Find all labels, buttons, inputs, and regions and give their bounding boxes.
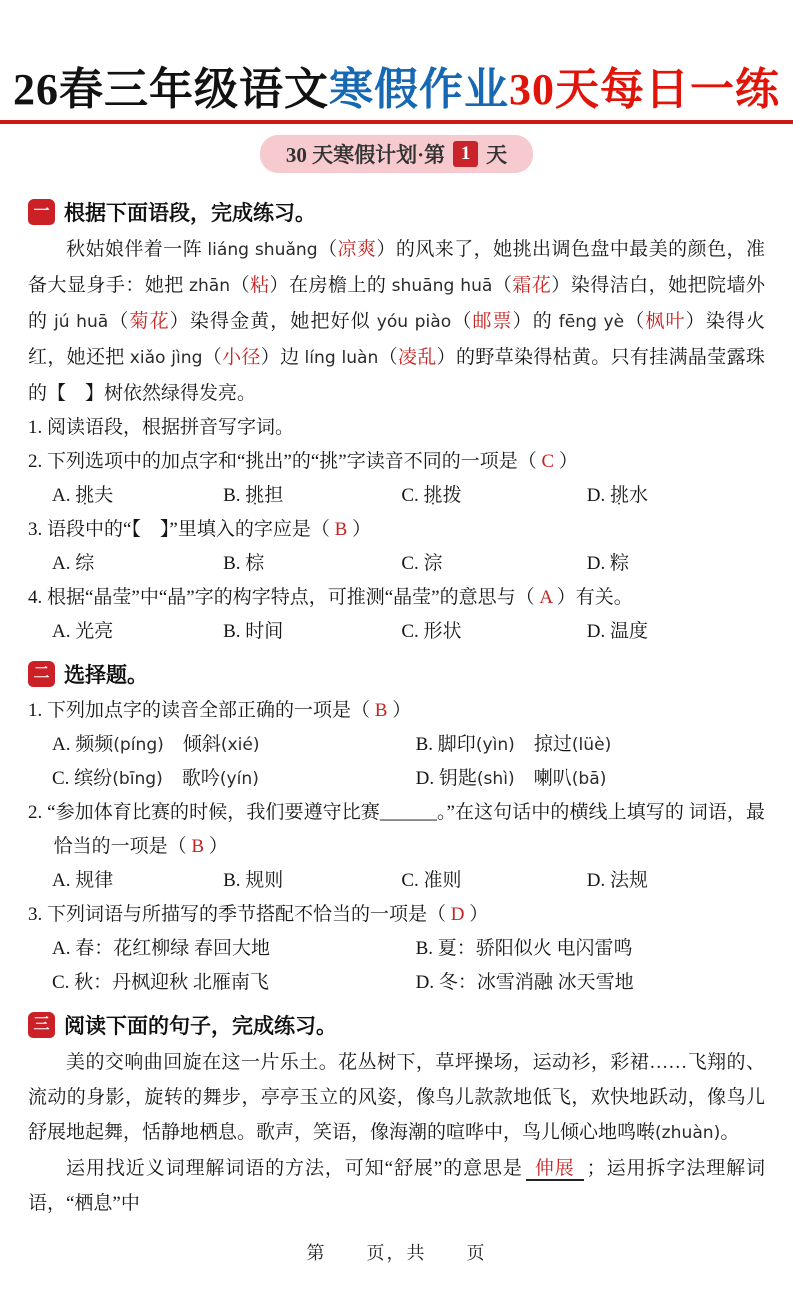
pinyin-text: (píng) bbox=[113, 735, 164, 756]
pinyin-text: shuāng huā bbox=[391, 276, 493, 297]
options-row bbox=[28, 479, 765, 513]
question: 3. 语段中的“【 】”里填入的字应是（ B ） bbox=[28, 519, 372, 541]
section-title: 根据下面语段，完成练习。 bbox=[64, 202, 316, 226]
option: D. 钥匙(shì) 喇叭(bā) bbox=[415, 768, 607, 790]
page-header bbox=[0, 0, 793, 173]
page-title bbox=[0, 66, 793, 114]
option: A. 春：花红柳绿 春回大地 bbox=[52, 938, 270, 960]
answer-text: 霜花 bbox=[512, 275, 552, 297]
section-title: 阅读下面的句子，完成练习。 bbox=[64, 1015, 337, 1039]
option: C. 秋：丹枫迎秋 北雁南飞 bbox=[52, 972, 269, 994]
options-row bbox=[28, 932, 765, 1000]
option: B. 时间 bbox=[223, 621, 284, 643]
worksheet-content bbox=[0, 173, 793, 1221]
option: D. 温度 bbox=[586, 621, 648, 643]
day-number-badge: 1 bbox=[453, 141, 478, 167]
answer-text: 邮票 bbox=[472, 311, 513, 333]
reading-passage: 美的交响曲回旋在这一片乐土。花丛树下，草坪操场，运动衫，彩裙……飞翔的、流动的身影，旋转的舞步，亭亭玉立的风姿，像鸟儿款款地低飞，欢快地跃动，像鸟儿舒展地起舞，恬静地栖息。歌声，笑语，像海潮的喧哗中，鸟儿倾心地鸣啭(zhuàn)。 bbox=[28, 1052, 765, 1144]
answer-text: 凉爽 bbox=[337, 239, 377, 261]
option: D. 挑 ●水 bbox=[587, 479, 765, 513]
answer-text: 枫叶 bbox=[645, 311, 686, 333]
page-number-text: 第 页，共 页 bbox=[306, 1243, 487, 1264]
option: A. 挑 ●夫 bbox=[52, 479, 223, 513]
pinyin-text: jú huā bbox=[53, 312, 109, 333]
option: B. 脚印(yìn) 掠过(lüè) bbox=[415, 734, 612, 756]
option: B. 棕 bbox=[223, 553, 265, 575]
reading-passage: 运用找近义词理解词语的方法，可知“舒展”的意思是 伸展 ；运用拆字法理解词语，“栖息”中 bbox=[28, 1158, 765, 1215]
section-2 bbox=[28, 659, 765, 1000]
banner-prefix: 30 天寒假计划·第 bbox=[285, 143, 446, 168]
answer-text: 菊花 bbox=[129, 311, 170, 333]
option: C. 缤纷(bīng) 歌吟(yín) bbox=[52, 768, 259, 790]
option: C. 淙 bbox=[401, 553, 443, 575]
question: 1. 阅读语段，根据拼音写字词。 bbox=[28, 417, 295, 439]
option: D. 法规 bbox=[586, 870, 648, 892]
answer-text: 粘 bbox=[250, 275, 270, 297]
pinyin-text: (shì) bbox=[476, 769, 515, 790]
dot-text: 挑 ● bbox=[245, 479, 264, 513]
option: A. 频频(píng) 倾斜(xié) bbox=[52, 734, 260, 756]
pinyin-text: xiǎo jìng bbox=[129, 348, 203, 369]
dot-text: 挑 ● bbox=[75, 479, 94, 513]
section-1 bbox=[28, 197, 765, 649]
answer-text: C bbox=[541, 451, 555, 473]
section-header bbox=[28, 197, 765, 227]
pinyin-text: yóu piào bbox=[376, 312, 452, 333]
question: 3. 下列词语与所描写的季节搭配不恰当的一项是（ D ） bbox=[28, 904, 489, 926]
answer-text: A bbox=[539, 587, 553, 609]
title-part-black: 26春三年级语文 bbox=[13, 65, 329, 114]
answer-text: B bbox=[191, 836, 205, 858]
option: A. 光亮 bbox=[52, 621, 114, 643]
options-row bbox=[28, 728, 765, 796]
pinyin-text: (yín) bbox=[219, 769, 259, 790]
options-row bbox=[28, 547, 765, 581]
option: A. 规律 bbox=[52, 870, 114, 892]
answer-text: D bbox=[450, 904, 465, 926]
dot-text: 挑 ● bbox=[610, 479, 629, 513]
pinyin-text: (bā) bbox=[571, 769, 607, 790]
question: 1. 下列加点字的读音全部正确的一项是（ B ） bbox=[28, 700, 412, 722]
option: B. 挑 ●担 bbox=[223, 479, 401, 513]
section-number-badge: 一 bbox=[28, 199, 55, 225]
pinyin-text: (xié) bbox=[220, 735, 260, 756]
answer-text: B bbox=[374, 700, 388, 722]
pinyin-text: (lüè) bbox=[571, 735, 612, 756]
day-banner bbox=[260, 135, 533, 173]
answer-text: B bbox=[334, 519, 348, 541]
section-header bbox=[28, 1010, 765, 1040]
question: 4. 根据“晶莹”中“晶”字的构字特点，可推测“晶莹”的意思与（ A ）有关。 bbox=[28, 587, 633, 609]
option: C. 形状 bbox=[401, 621, 462, 643]
section-header bbox=[28, 659, 765, 689]
pinyin-text: (bīng) bbox=[112, 769, 163, 790]
option: B. 夏：骄阳似火 电闪雷鸣 bbox=[415, 938, 633, 960]
title-underline bbox=[0, 120, 793, 124]
section-number-badge: 三 bbox=[28, 1012, 55, 1038]
answer-text: 凌乱 bbox=[398, 347, 437, 369]
pinyin-text: líng luàn bbox=[304, 348, 379, 369]
answer-text: 小径 bbox=[222, 347, 261, 369]
option: C. 挑 ●拨 bbox=[401, 479, 586, 513]
page-footer bbox=[0, 1221, 793, 1291]
blank-text: 伸展 bbox=[526, 1158, 584, 1181]
option: C. 准则 bbox=[401, 870, 462, 892]
question: 2. “参加体育比赛的时候，我们要遵守比赛______。”在这句话中的横线上填写的 词语，最恰当的一项是（ B ） bbox=[28, 802, 765, 858]
pinyin-text: (yìn) bbox=[475, 735, 515, 756]
title-part-red: 30天每日一练 bbox=[509, 65, 780, 114]
section-number-badge: 二 bbox=[28, 661, 55, 687]
reading-passage: 秋姑娘伴着一阵 liáng shuǎng（凉爽）的风来了，她挑出调色盘中最美的颜色，准备大显身手：她把 zhān（粘）在房檐上的 shuāng huā（霜花）染得洁白，她把院墙外的 jú huā（菊花）染得金黄，她把好似 yóu piào（邮票）的 fēng yè（枫叶）染得火红，她还把 xiǎo jìng（小径）边 líng luàn（凌乱）的野草染得枯黄。只有挂满晶莹露珠的【 】树依然绿得发亮。 bbox=[28, 239, 765, 405]
pinyin-text: fēng yè bbox=[558, 312, 625, 333]
title-part-blue: 寒假作业 bbox=[329, 65, 509, 114]
question: 2. 下列选项中的加点字和“挑出”的“挑”字读音不同的一项是（ C ） bbox=[28, 451, 578, 473]
section-title: 选择题。 bbox=[64, 664, 148, 688]
options-row bbox=[28, 615, 765, 649]
section-3 bbox=[28, 1010, 765, 1221]
banner-suffix: 天 bbox=[486, 143, 508, 168]
option: D. 粽 bbox=[586, 553, 629, 575]
option: D. 冬：冰雪消融 冰天雪地 bbox=[415, 972, 634, 994]
options-row bbox=[28, 864, 765, 898]
day-banner-wrap bbox=[0, 135, 793, 173]
option: B. 规则 bbox=[223, 870, 284, 892]
pinyin-text: zhān bbox=[188, 276, 231, 297]
option: A. 综 bbox=[52, 553, 95, 575]
pinyin-text: liáng shuǎng bbox=[207, 240, 318, 261]
dot-text: 挑 ● bbox=[424, 479, 443, 513]
pinyin-text: (zhuàn) bbox=[655, 1123, 721, 1144]
